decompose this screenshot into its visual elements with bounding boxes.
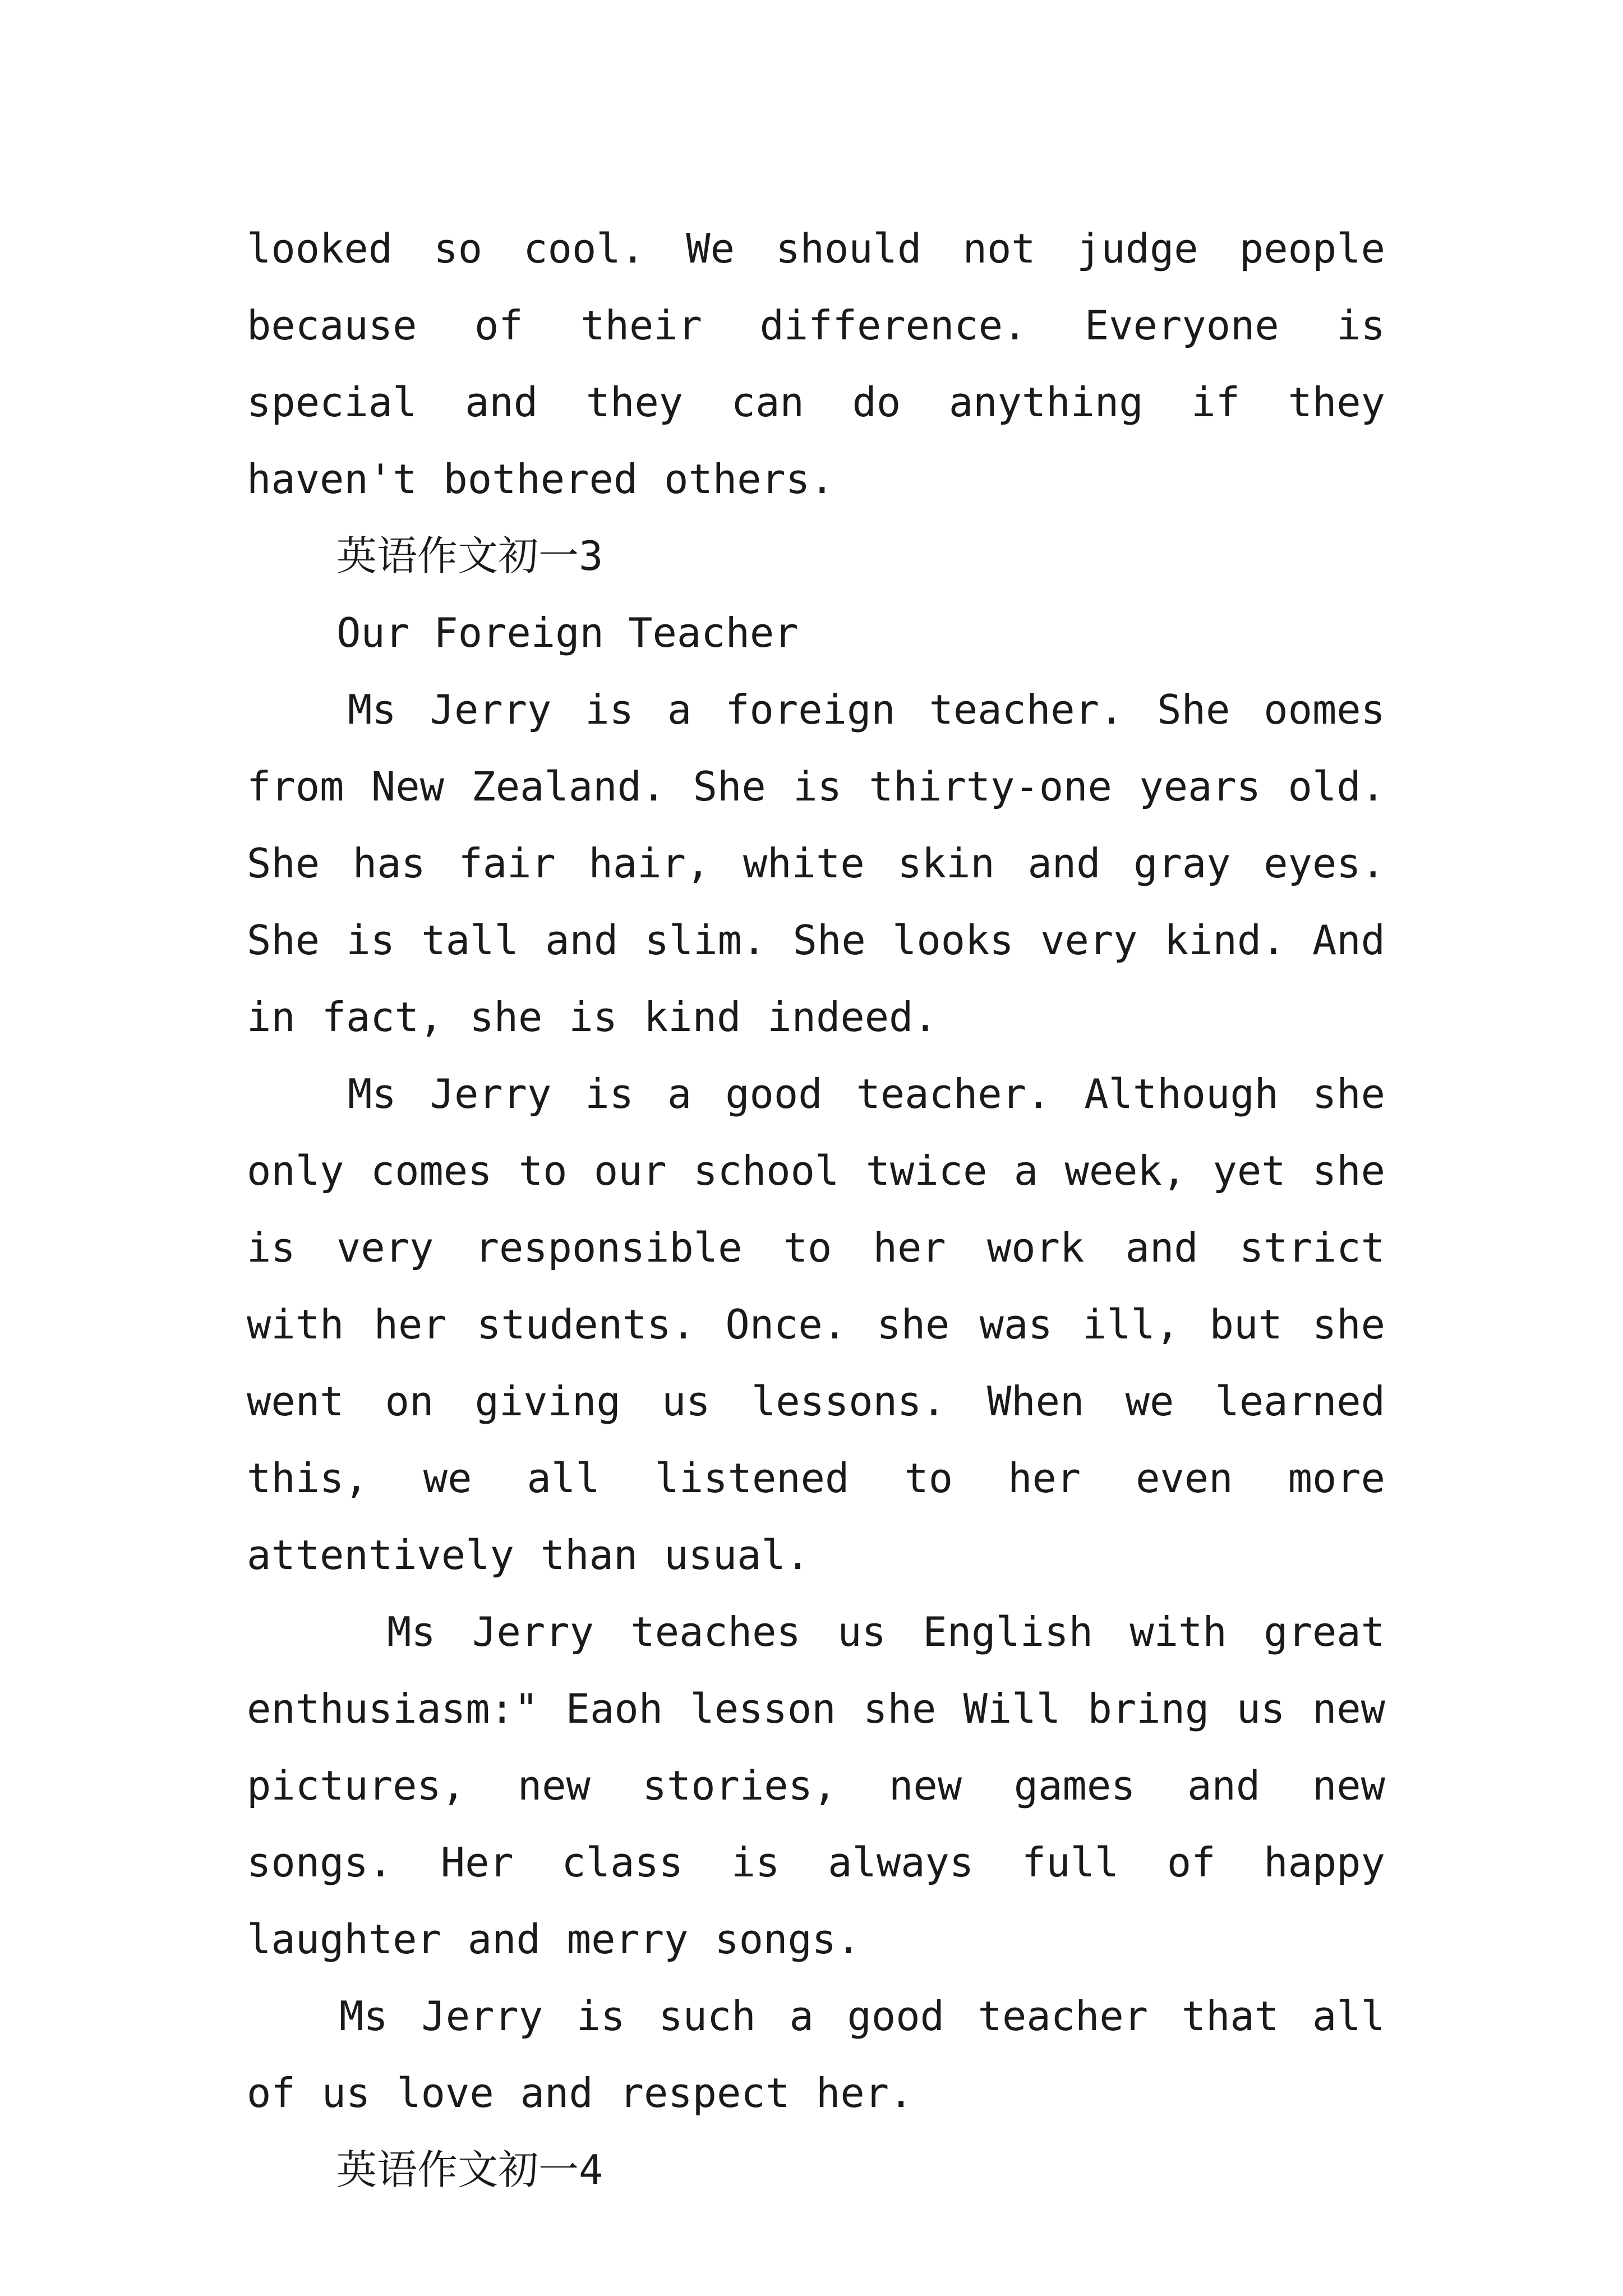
section-heading-4: 英语作文初一4 <box>336 2146 603 2193</box>
paragraph-good-teacher: Ms Jerry is a good teacher. Although she only comes to our school twice a week, yet she is very responsible to her work and strict with her students. Once. she was ill, but she went on giving us lessons. When we learned this, we all listened to her even more attentively than usual. <box>247 1070 1385 1579</box>
paragraph-intro: Ms Jerry is a foreign teacher. She oomes from New Zealand. She is thirty-one years old. She has fair hair, white skin and gray eyes. She is tall and slim. She looks very kind. And in fact, she is kind indeed. <box>247 686 1385 1041</box>
essay-title: Our Foreign Teacher <box>336 609 799 656</box>
paragraph-conclusion: Ms Jerry is such a good teacher that all of us love and respect her. <box>247 1993 1385 2116</box>
document-body <box>247 210 1385 2208</box>
paragraph-enthusiasm: Ms Jerry teaches us English with great enthusiasm:" Eaoh lesson she Will bring us new pictures, new stories, new games and new songs. Her class is always full of happy laughter and merry songs. <box>247 1608 1385 1963</box>
paragraph-continuation: looked so cool. We should not judge people because of their difference. Everyone is special and they can do anything if they haven't bothered others. <box>247 225 1385 503</box>
section-heading-3: 英语作文初一3 <box>336 532 603 579</box>
